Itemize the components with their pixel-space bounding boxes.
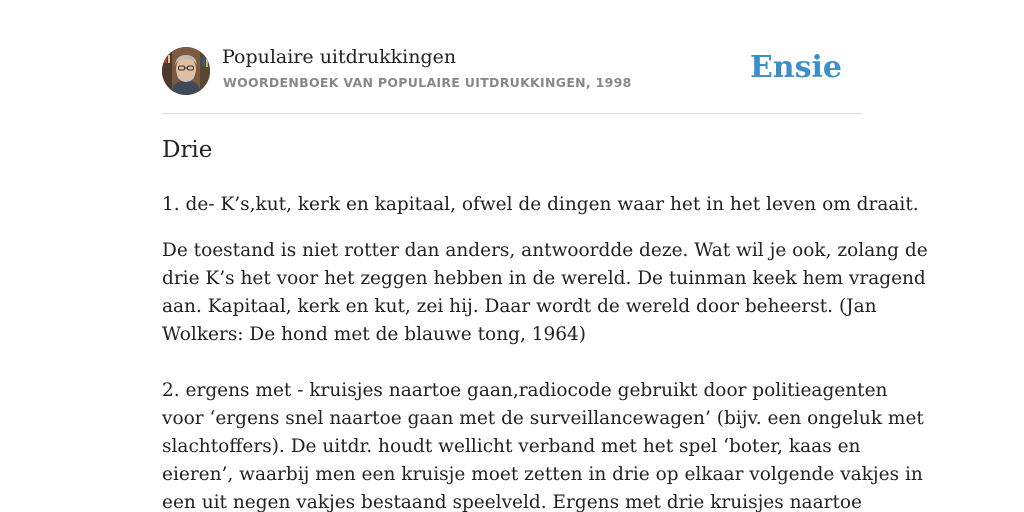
author-portrait-icon[interactable] [162,47,210,95]
source-header [162,46,862,96]
source-title[interactable]: Populaire uitdrukkingen [222,46,457,68]
brand-logo[interactable]: Ensie [749,50,842,85]
text-line: eieren’, waarbij men een kruisje moet zetten in drie op elkaar volgende vakjes in [162,464,923,485]
paragraph-gap [162,349,862,377]
text-line: drie K’s het voor het zeggen hebben in de wereld. De tuinman keek hem vragend [162,268,926,289]
header-divider [162,113,862,114]
entry-title: Drie [162,137,213,163]
quote-paragraph [162,237,928,349]
definition-1: 1. de- K’s,kut, kerk en kapitaal, ofwel de dingen waar het in het leven om draait. [162,194,919,215]
source-subtitle: WOORDENBOEK VAN POPULAIRE UITDRUKKINGEN, 1998 [223,75,632,90]
text-line: Wolkers: De hond met de blauwe tong, 1964) [162,324,587,345]
definition-2-paragraph [162,377,924,512]
text-line: 2. ergens met - kruisjes naartoe gaan,radiocode gebruikt door politieagenten [162,380,888,401]
text-line: een uit negen vakjes bestaand speelveld. Ergens met drie kruisjes naartoe [162,492,862,512]
entry-body [162,237,928,512]
text-line: aan. Kapitaal, kerk en kut, zei hij. Daar wordt de wereld door beheerst. (Jan [162,296,877,317]
text-line: voor ‘ergens snel naartoe gaan met de surveillancewagen’ (bijv. een ongeluk met [162,408,924,429]
text-line: De toestand is niet rotter dan anders, antwoordde deze. Wat wil je ook, zolang de [162,240,928,261]
text-line: slachtoffers). De uitdr. houdt wellicht verband met het spel ‘boter, kaas en [162,436,861,457]
